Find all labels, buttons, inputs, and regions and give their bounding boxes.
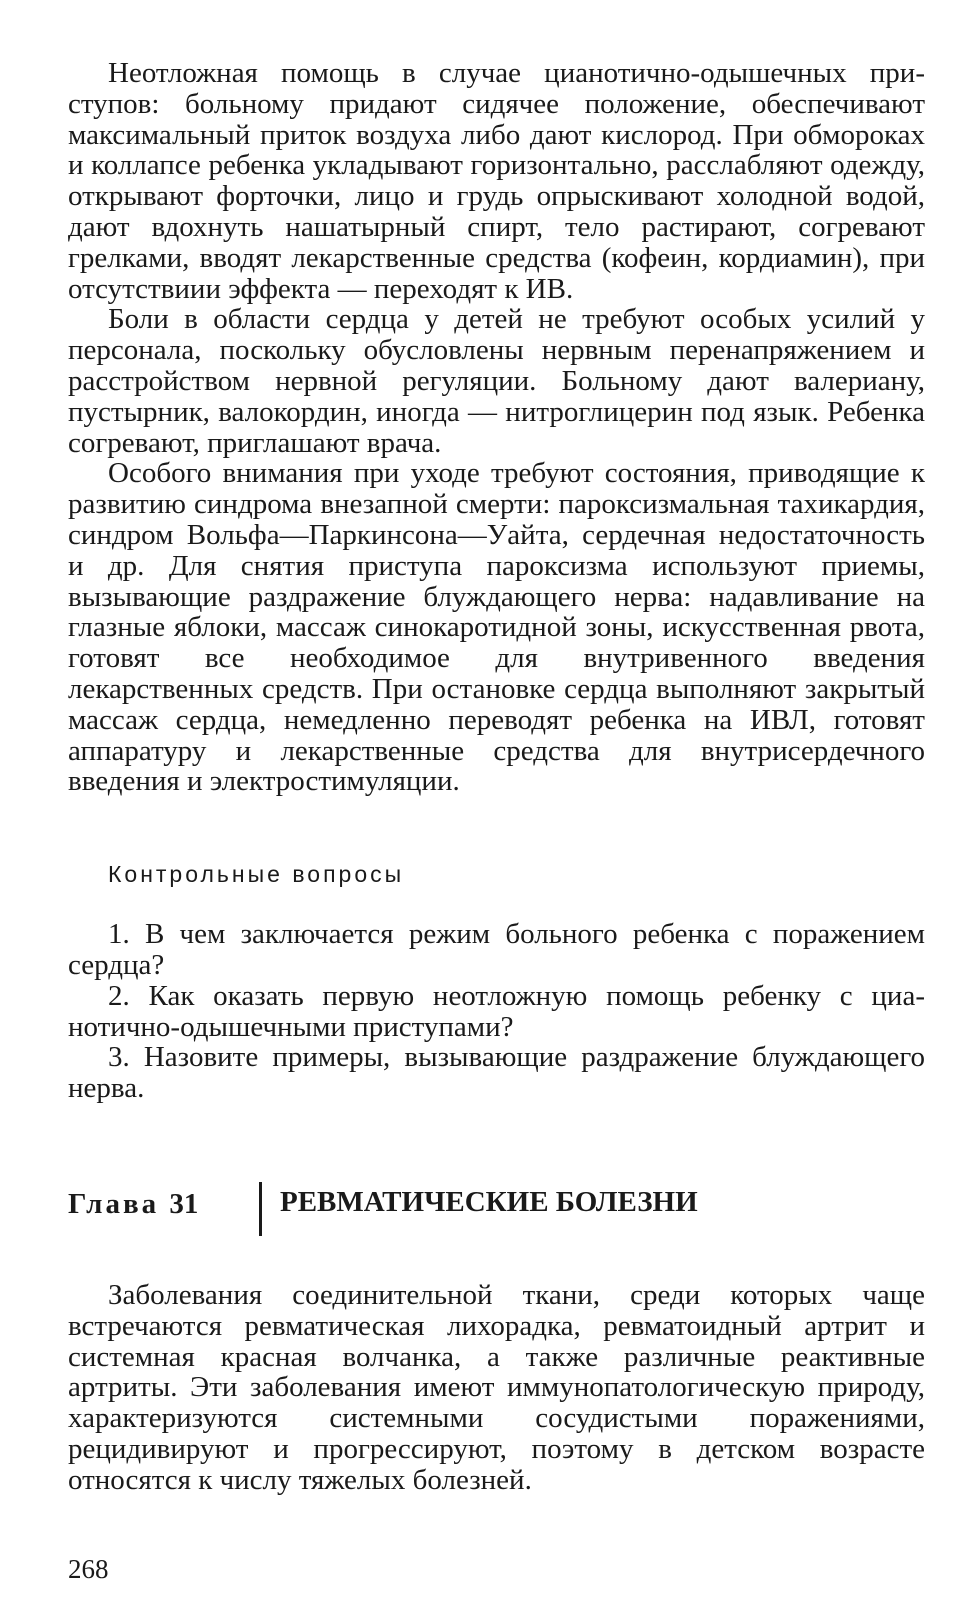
control-questions-list [68,919,925,1104]
question-item: 3. Назовите примеры, вызывающие раздражение блуждающего нерва. [68,1041,925,1105]
chapter-title: РЕВМАТИЧЕСКИЕ БОЛЕЗНИ [280,1185,698,1218]
chapter-divider [259,1182,262,1236]
question-item: 1. В чем заключается режим больного ребенка с поражением сердца? [68,918,925,981]
chapter-word: Глава [68,1187,160,1220]
paragraph-emergency-aid: Неотложная помощь в случае цианотично-одышечных приступов: больному придают сидячее положение, обеспечивают максимальный приток воздуха либо дают кислород. При обмороках и коллапсе ребенка укладывают горизонтально, расслабляют одежду, открывают форточки, лицо и грудь опрыскивают холодной водой, дают вдохнуть нашатырный спирт, тело растирают, согревают грелками, вводят лекарственные средства (кофеин, кордиамин), при отсутствиии эффекта — переходят к ИВ. [68,57,925,305]
question-item: 2. Как оказать первую неотложную помощь ребенку с цианотично-одышечными приступами? [68,979,925,1043]
chapter-heading [68,1182,925,1236]
chapter-label [68,1188,198,1221]
page-number: 268 [68,1554,109,1584]
paragraph-heart-pain: Боли в области сердца у детей не требуют особых усилий у персонала, поскольку обусловлены нервным перенапряжением и расстройством нервной регуляции. Больному дают валериану, пустырник, валокордин, иногда — нитроглицерин под язык. Ребенка согревают, приглашают врача. [68,303,925,459]
page-content [68,58,925,1495]
paragraph-sudden-death: Особого внимания при уходе требуют состояния, приводящие к развитию синдрома внезапной смерти: пароксизмальная тахикардия, синдром Вольфа—Паркинсона—Уайта, сердечная недостаточность и др. Для снятия приступа пароксизма используют приемы, вызывающие раздражение блуждающего нерва: надавливание на глазные яблоки, массаж синокаротидной зоны, искусственная рвота, готовят все необходимое для внутривенного введения лекарственных средств. При остановке сердца выполняют закрытый массаж сердца, немедленно переводят ребенка на ИВЛ, готовят аппаратуру и лекарственные средства для внутрисердечного введения и электростимуляции. [68,457,925,798]
control-questions-heading: Контрольные вопросы [108,861,405,888]
chapter-intro-paragraph: Заболевания соединительной ткани, среди которых чаще встречаются ревматическая лихорадка, ревматоидный артрит и системная красная волчанка, а также различные реактивные артриты. Эти заболевания имеют иммунопатологическую природу, характеризуются системными сосудистыми поражениями, рецидивируют и прогрессируют, поэтому в детском возрасте относятся к числу тяжелых болезней. [68,1278,925,1496]
chapter-number: 31 [169,1187,199,1220]
